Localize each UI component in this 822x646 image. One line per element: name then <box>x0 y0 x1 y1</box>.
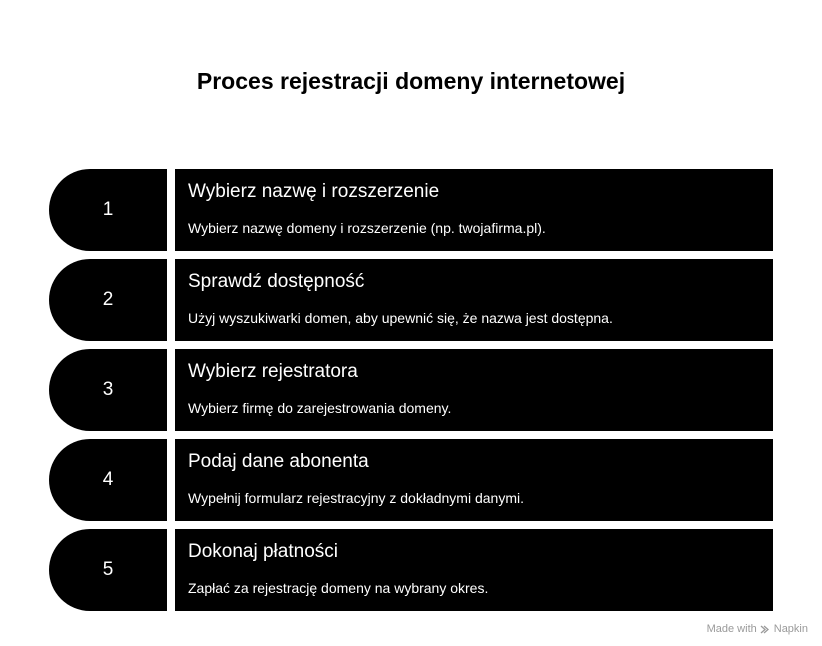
step-description: Wybierz firmę do zarejestrowania domeny. <box>188 400 452 416</box>
step-heading: Dokonaj płatności <box>188 541 338 562</box>
step-heading: Podaj dane abonenta <box>188 451 369 472</box>
step-description: Wypełnij formularz rejestracyjny z dokładnymi danymi. <box>188 490 524 506</box>
step-1 <box>49 169 773 251</box>
step-card <box>175 349 773 431</box>
credit-brand: Napkin <box>773 623 808 635</box>
step-card <box>175 529 773 611</box>
step-2 <box>49 259 773 341</box>
step-description: Zapłać za rejestrację domeny na wybrany okres. <box>188 580 489 596</box>
step-heading: Wybierz rejestratora <box>188 361 358 382</box>
credit-label: Made with <box>706 623 757 635</box>
step-card <box>175 259 773 341</box>
step-3 <box>49 349 773 431</box>
step-number-badge: 3 <box>49 349 167 431</box>
step-description: Wybierz nazwę domeny i rozszerzenie (np. twojafirma.pl). <box>188 220 546 236</box>
step-heading: Sprawdź dostępność <box>188 271 365 292</box>
steps-list <box>49 169 773 619</box>
step-card <box>175 169 773 251</box>
step-number-badge: 4 <box>49 439 167 521</box>
step-description: Użyj wyszukiwarki domen, aby upewnić się, że nazwa jest dostępna. <box>188 310 613 326</box>
step-heading: Wybierz nazwę i rozszerzenie <box>188 181 440 202</box>
step-number-badge: 2 <box>49 259 167 341</box>
step-5 <box>49 529 773 611</box>
diagram-title: Proces rejestracji domeny internetowej <box>196 68 626 94</box>
made-with-napkin-credit[interactable] <box>707 623 808 635</box>
napkin-logo-icon <box>760 624 771 635</box>
step-card <box>175 439 773 521</box>
step-number-badge: 1 <box>49 169 167 251</box>
step-4 <box>49 439 773 521</box>
step-number-badge: 5 <box>49 529 167 611</box>
